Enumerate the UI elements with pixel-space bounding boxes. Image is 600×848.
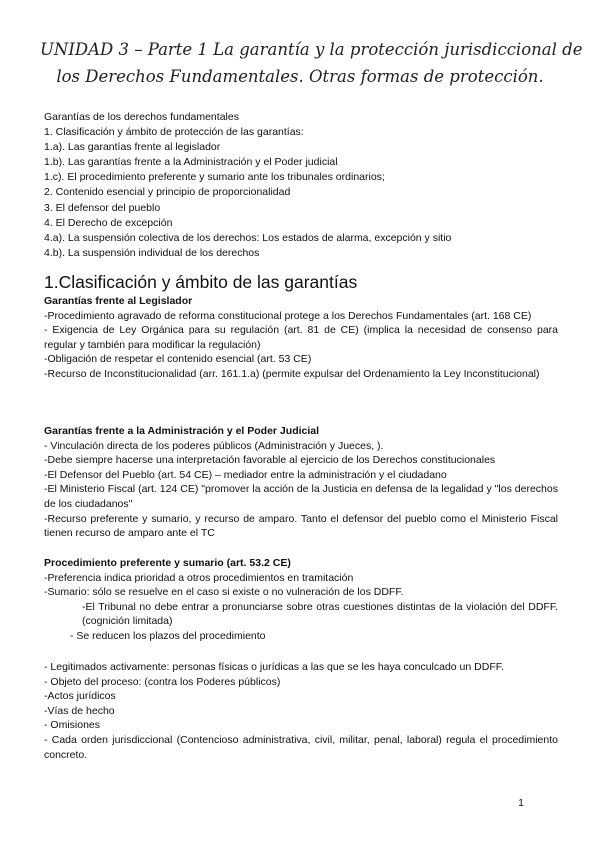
toc-item: Garantías de los derechos fundamentales <box>44 111 239 123</box>
toc-item: 2. Contenido esencial y principio de proporcionalidad <box>44 186 291 199</box>
table-of-contents <box>44 110 564 261</box>
legislador-section <box>44 294 558 382</box>
paragraph: -Preferencia indica prioridad a otros procedimientos en tramitación <box>44 571 354 584</box>
subsection-heading: Garantías frente al Legislador <box>44 295 193 307</box>
paragraph: -El Defensor del Pueblo (art. 54 CE) – mediador entre la administración y el ciudadano <box>44 468 447 481</box>
paragraph: -El Ministerio Fiscal (art. 124 CE) "promover la acción de la Justicia en defensa de la legalidad y "los derechos de los ciudadanos" <box>44 483 558 510</box>
toc-item: 1.c). El procedimiento preferente y sumario ante los tribunales ordinarios; <box>44 171 385 184</box>
toc-item: 1.b). Las garantías frente a la Administración y el Poder judicial <box>44 156 338 169</box>
administracion-section <box>44 424 558 541</box>
paragraph: - Objeto del proceso: (contra los Poderes públicos) <box>44 675 281 688</box>
toc-item: 4.a). La suspensión colectiva de los derechos: Los estados de alarma, excepción y sitio <box>44 231 452 244</box>
paragraph: -Recurso preferente y sumario, y recurso de amparo. Tanto el defensor del pueblo como el Ministerio Fiscal tienen recurso de amparo ante el TC <box>44 512 558 540</box>
paragraph: -Procedimiento agravado de reforma constitucional protege a los Derechos Fundamentales (art. 168 CE) <box>44 309 532 322</box>
toc-item: 1. Clasificación y ámbito de protección de las garantías: <box>44 126 304 139</box>
toc-item: 4.b). La suspensión individual de los derechos <box>44 246 260 259</box>
paragraph: -Vías de hecho <box>44 704 115 717</box>
paragraph: -Obligación de respetar el contenido esencial (art. 53 CE) <box>44 353 312 366</box>
paragraph: -Debe siempre hacerse una interpretación favorable al ejercicio de los Derechos constitucionales <box>44 454 496 467</box>
page-number: 1 <box>518 797 524 809</box>
paragraph: - Legitimados activamente: personas físicas o jurídicas a las que se les haya conculcado un DDFF. <box>44 661 504 673</box>
procedimiento-section <box>44 556 558 644</box>
paragraph: -Actos jurídicos <box>44 690 116 703</box>
paragraph: - Cada orden jurisdiccional (Contencioso administrativa, civil, militar, penal, laboral) regula el procedimiento concreto. <box>44 733 558 761</box>
paragraph: - Omisiones <box>44 719 101 732</box>
toc-item: 4. El Derecho de excepción <box>44 216 173 229</box>
paragraph: -El Tribunal no debe entrar a pronunciarse sobre otras cuestiones distintas de la violación del DDFF. (cognición limitada) <box>82 600 558 628</box>
subsection-heading: Garantías frente a la Administración y el Poder Judicial <box>44 425 320 437</box>
section-heading: 1.Clasificación y ámbito de las garantías <box>44 272 358 292</box>
paragraph: - Se reducen los plazos del procedimiento <box>70 629 266 642</box>
paragraph: - Exigencia de Ley Orgánica para su regulación (art. 81 de CE) (implica la necesidad de consenso para regular y también para modificar la regulación) <box>44 324 558 351</box>
toc-item: 1.a). Las garantías frente al legislador <box>44 141 221 154</box>
document-title-line-1: UNIDAD 3 – Parte 1 La garantía y la protección jurisdiccional de <box>40 40 583 59</box>
paragraph: -Sumario: sólo se resuelve en el caso si existe o no vulneración de los DDFF. <box>44 586 404 599</box>
subsection-heading: Procedimiento preferente y sumario (art. 53.2 CE) <box>44 557 291 569</box>
procedimiento-details <box>44 660 558 762</box>
paragraph: - Vinculación directa de los poderes públicos (Administración y Jueces, ). <box>44 439 384 452</box>
toc-item: 3. El defensor del pueblo <box>44 201 161 214</box>
paragraph: -Recurso de Inconstitucionalidad (arr. 161.1.a) (permite expulsar del Ordenamiento la Ley Inconstitucional) <box>44 367 540 380</box>
document-title-line-2: los Derechos Fundamentales. Otras formas de protección. <box>56 67 544 86</box>
